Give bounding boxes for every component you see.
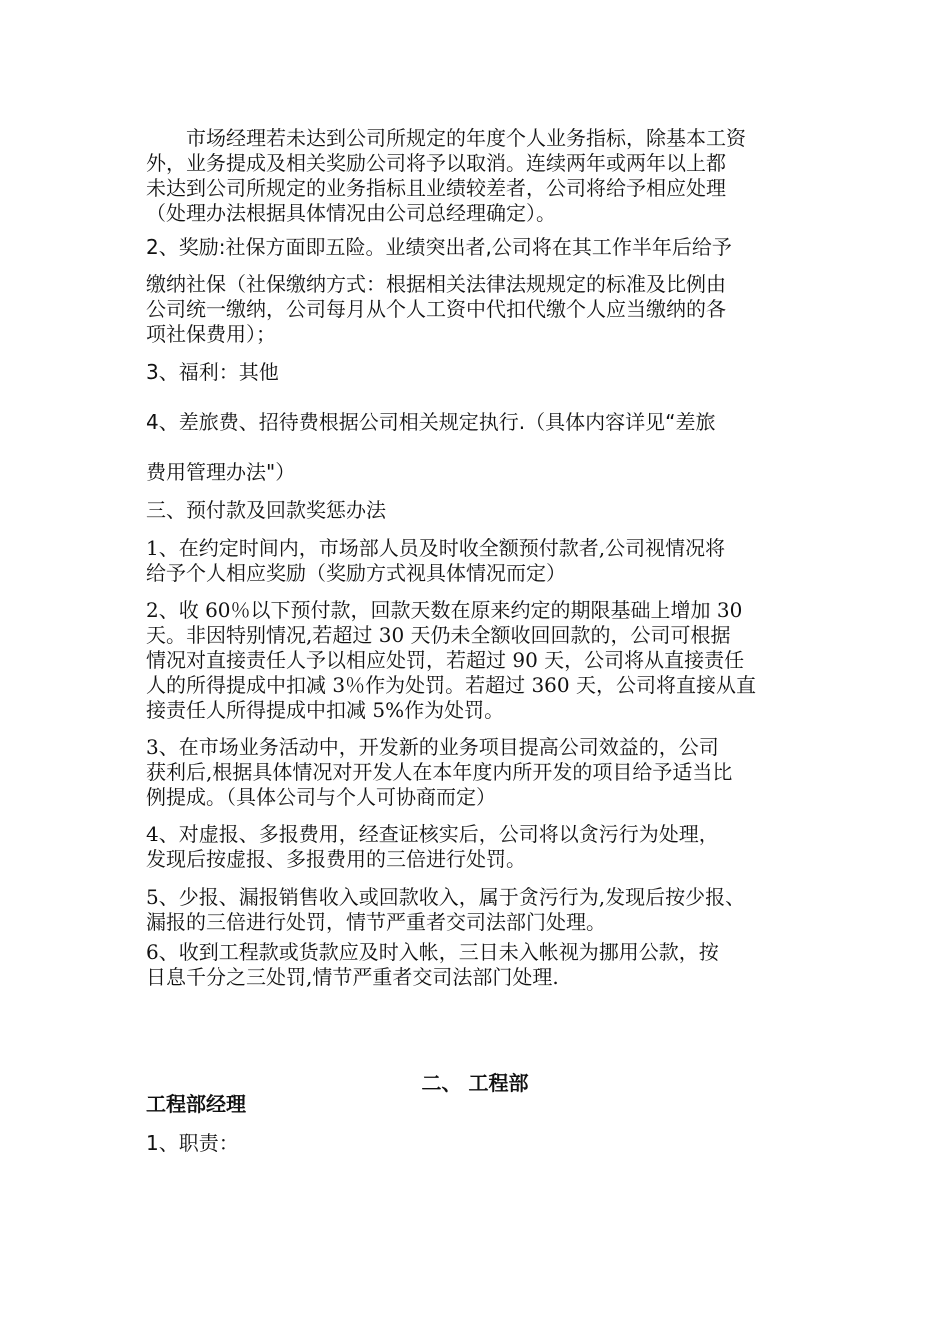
text-line: 漏报的三倍进行处罚，情节严重者交司法部门处理。	[146, 910, 606, 934]
text-line: 给予个人相应奖励（奖励方式视具体情况而定）	[146, 561, 566, 585]
text-line: 获利后,根据具体情况对开发人在本年度内所开发的项目给予适当比	[146, 760, 733, 784]
paragraph-item-1	[146, 536, 826, 586]
paragraph-item-4	[146, 822, 826, 872]
text-line: 4、差旅费、招待费根据公司相关规定执行.（具体内容详见“差旅	[146, 410, 716, 434]
subheading-engineering-manager	[146, 1092, 826, 1117]
text-line: 4、对虚报、多报费用，经查证核实后，公司将以贪污行为处理，	[146, 822, 719, 846]
text-line: 情况对直接责任人予以相应处罚，若超过 90 天，公司将从直接责任	[146, 648, 745, 672]
text-line: 工程部经理	[146, 1092, 246, 1116]
text-line: 天。非因特别情况,若超过 30 天仍未全额收回回款的，公司可根据	[146, 623, 731, 647]
text-line: 3、福利：其他	[146, 360, 279, 384]
text-line: 6、收到工程款或货款应及时入帐，三日未入帐视为挪用公款，按	[146, 940, 719, 964]
section-heading-engineering: 二、 工程部	[421, 1071, 529, 1095]
paragraph-travel-expense-cont	[146, 460, 826, 485]
paragraph-item-2	[146, 598, 826, 723]
text-line: 2、奖励:社保方面即五险。业绩突出者,公司将在其工作半年后给予	[146, 235, 732, 259]
text-line: 公司统一缴纳，公司每月从个人工资中代扣代缴个人应当缴纳的各	[146, 297, 726, 321]
paragraph-travel-expense	[146, 410, 826, 435]
text-line: 外，业务提成及相关奖励公司将予以取消。连续两年或两年以上都	[146, 151, 726, 175]
text-line: 1、在约定时间内，市场部人员及时收全额预付款者,公司视情况将	[146, 536, 726, 560]
section-heading-prepayment	[146, 498, 826, 523]
text-line: 5、少报、漏报销售收入或回款收入，属于贪污行为,发现后按少报、	[146, 885, 746, 909]
paragraph-welfare	[146, 360, 826, 385]
paragraph-reward	[146, 235, 826, 260]
text-line: 3、在市场业务活动中，开发新的业务项目提高公司效益的，公司	[146, 735, 719, 759]
text-line: 缴纳社保（社保缴纳方式：根据相关法律法规规定的标准及比例由	[146, 272, 726, 296]
paragraph-social-insurance	[146, 272, 826, 347]
text-line: 三、预付款及回款奖惩办法	[146, 498, 386, 522]
text-line: 人的所得提成中扣减 3％作为处罚。若超过 360 天，公司将直接从直	[146, 673, 756, 697]
text-line: 市场经理若未达到公司所规定的年度个人业务指标，除基本工资	[146, 126, 746, 150]
paragraph-item-3	[146, 735, 826, 810]
paragraph-performance-penalty	[146, 126, 826, 226]
paragraph-item-5	[146, 885, 826, 935]
text-line: 1、职责：	[146, 1131, 239, 1155]
text-line: 费用管理办法"）	[146, 460, 296, 484]
text-line: 日息千分之三处罚,情节严重者交司法部门处理.	[146, 965, 559, 989]
item-duties	[146, 1131, 826, 1156]
text-line: 2、收 60％以下预付款，回款天数在原来约定的期限基础上增加 30	[146, 598, 743, 622]
text-line: 例提成。（具体公司与个人可协商而定）	[146, 785, 496, 809]
text-line: 接责任人所得提成中扣减 5%作为处罚。	[146, 698, 505, 722]
text-line: 发现后按虚报、多报费用的三倍进行处罚。	[146, 847, 526, 871]
text-line: 未达到公司所规定的业务指标且业绩较差者，公司将给予相应处理	[146, 176, 726, 200]
paragraph-item-6	[146, 940, 826, 990]
text-line: 项社保费用）；	[146, 322, 276, 346]
text-line: （处理办法根据具体情况由公司总经理确定）。	[146, 201, 556, 225]
